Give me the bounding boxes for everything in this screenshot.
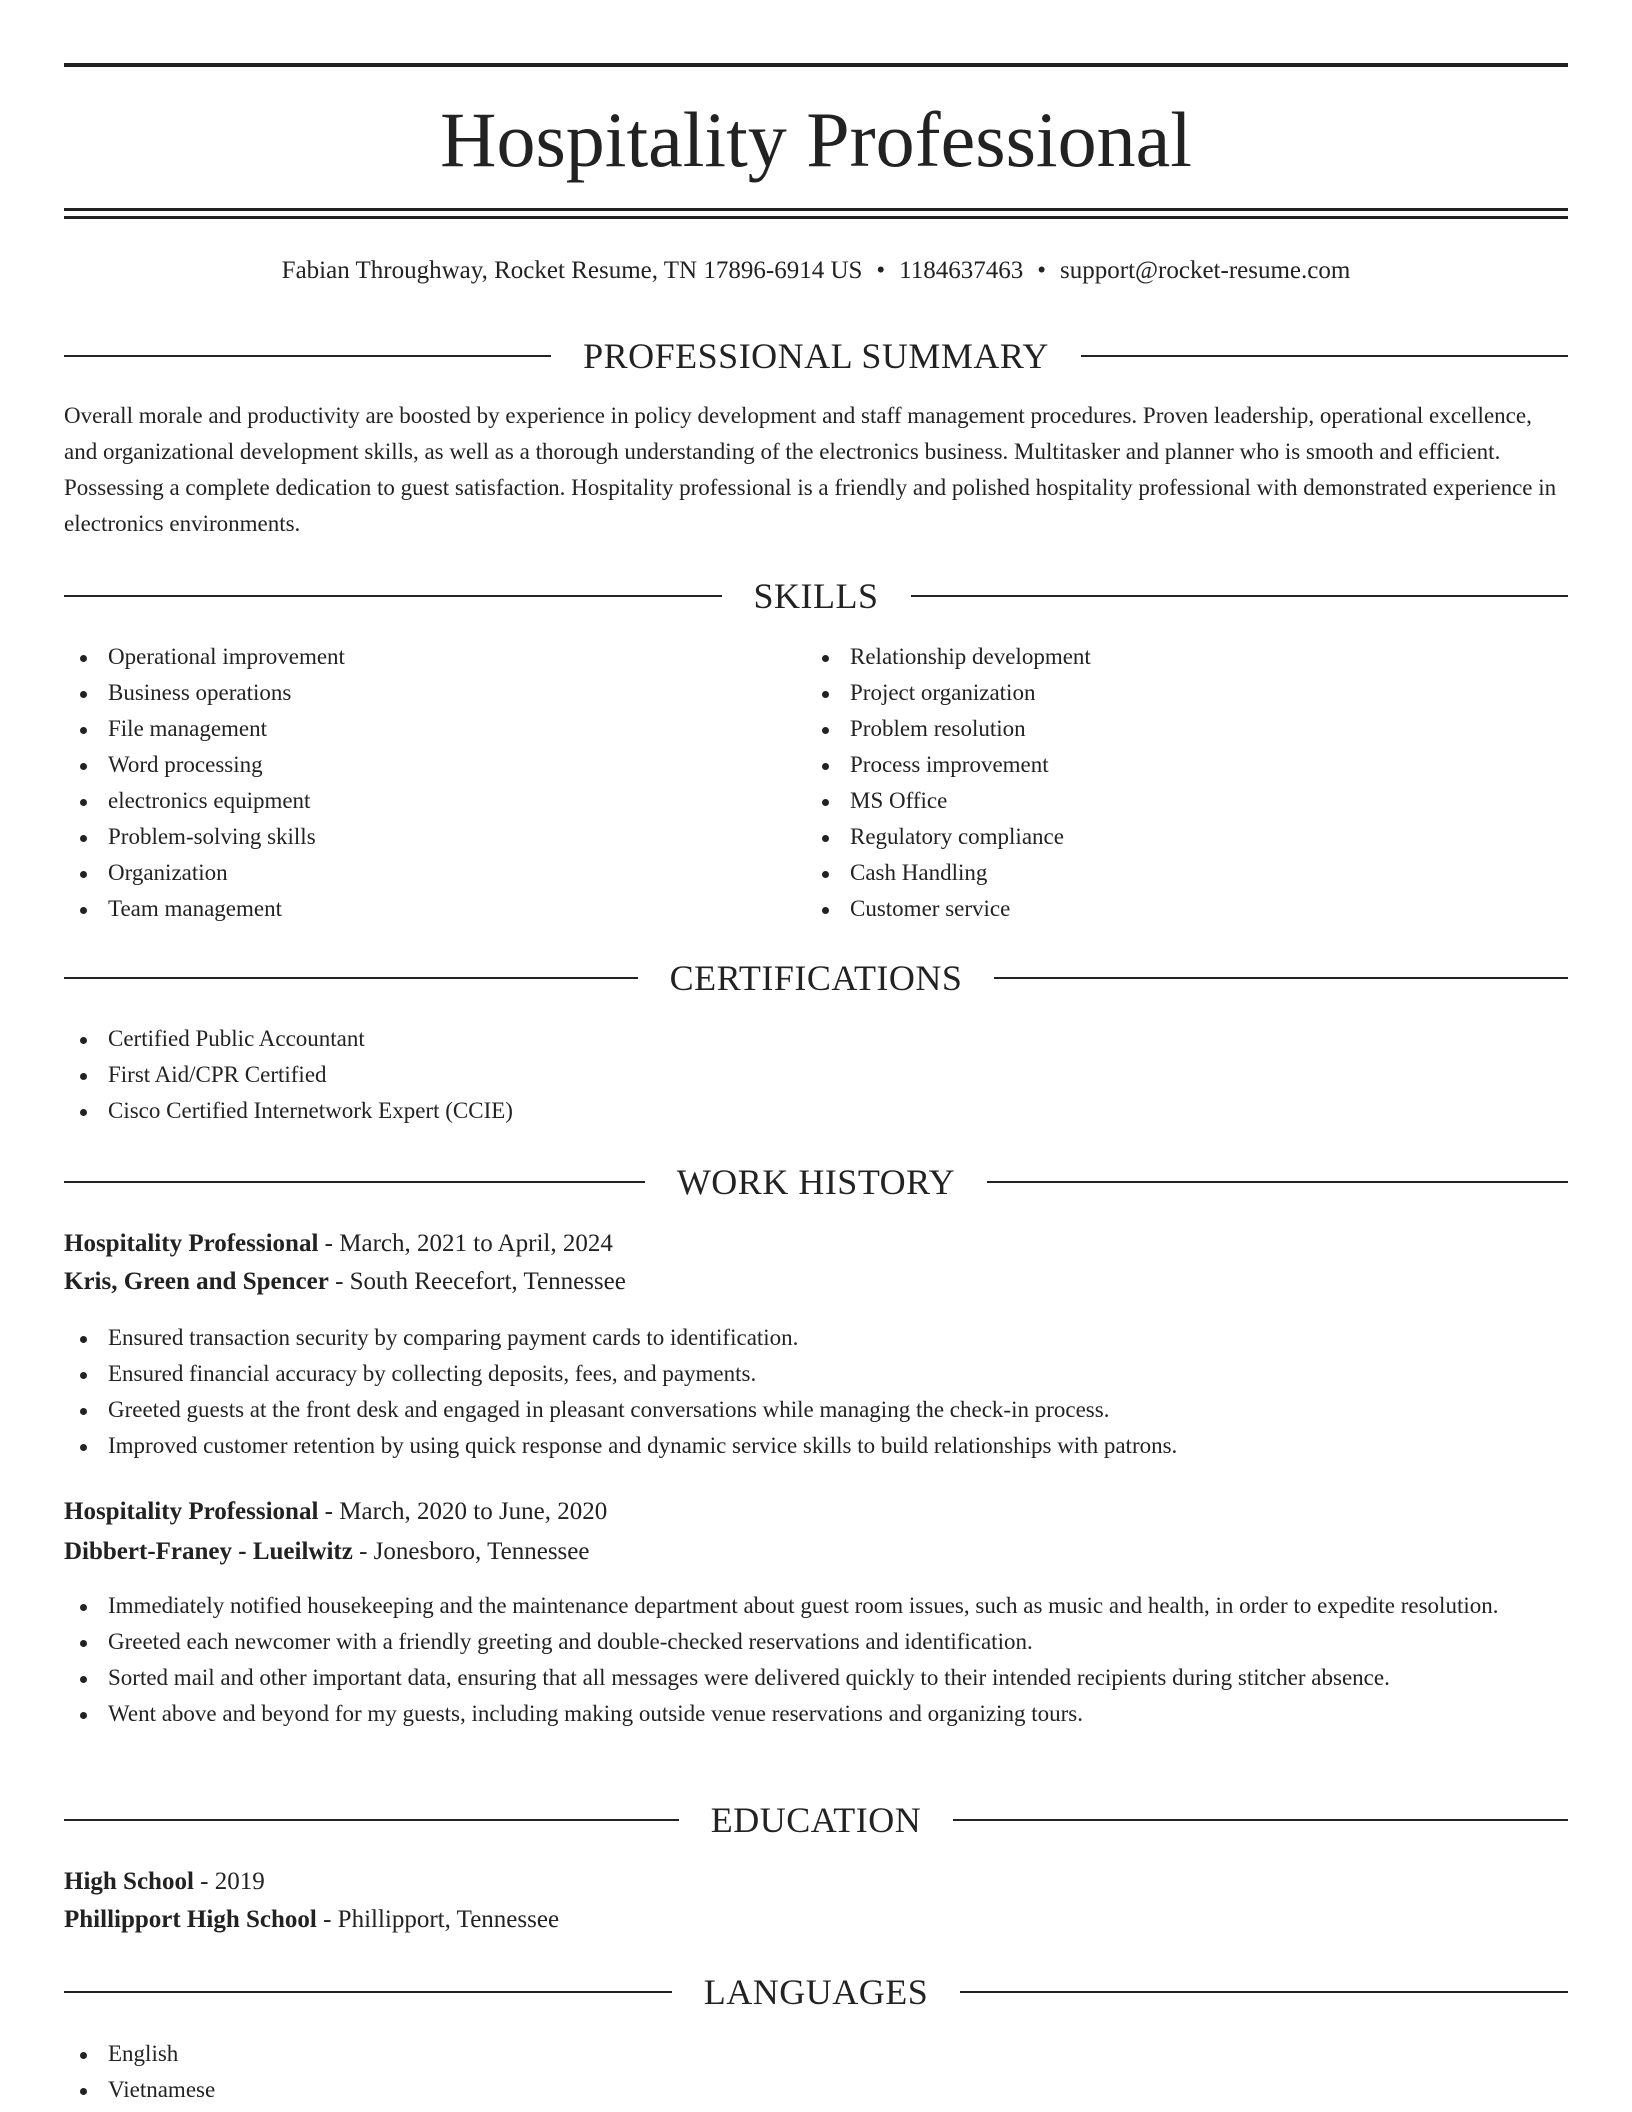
section-title: EDUCATION <box>710 1800 922 1840</box>
contact-line <box>64 254 1568 288</box>
divider-line <box>64 595 722 597</box>
summary-section-heading <box>64 334 1568 378</box>
job-bullet: Ensured financial accuracy by collecting deposits, fees, and payments. <box>64 1356 1568 1392</box>
education-school-line <box>64 1902 1568 1938</box>
job-company-line <box>64 1534 1568 1570</box>
skill-item: Problem resolution <box>806 711 1566 747</box>
skill-item: Word processing <box>64 747 804 783</box>
divider-line <box>960 1991 1568 1993</box>
divider-line <box>953 1819 1568 1821</box>
education-year: - 2019 <box>193 1868 265 1895</box>
section-title: CERTIFICATIONS <box>669 958 963 998</box>
skills-list-left <box>64 639 804 927</box>
education-degree-line <box>64 1864 1568 1900</box>
section-title: SKILLS <box>753 576 879 616</box>
certifications-list <box>64 1021 1568 1129</box>
job-bullet: Went above and beyond for my guests, including making outside venue reservations and organizing tours. <box>64 1696 1568 1732</box>
skill-item: MS Office <box>806 783 1566 819</box>
contact-address: Fabian Throughway, Rocket Resume, TN 17896-6914 US <box>281 257 863 284</box>
divider-line <box>911 595 1569 597</box>
summary-text: Overall morale and productivity are boosted by experience in policy development and staff management procedures. Proven leadership, operational excellence, and organizational development skills, as well as a thorough understanding of the electronics business. Multitasker and planner who is smooth and efficient. Possessing a complete dedication to guest satisfaction. Hospitality professional is a friendly and polished hospitality professional with demonstrated experience in electronics environments. <box>64 403 1557 536</box>
job-dates: - March, 2021 to April, 2024 <box>318 1230 613 1257</box>
divider-line <box>987 1181 1568 1183</box>
skill-item: Operational improvement <box>64 639 804 675</box>
education-location: - Phillipport, Tennessee <box>316 1906 560 1933</box>
section-title: PROFESSIONAL SUMMARY <box>583 336 1049 376</box>
job-bullet: Sorted mail and other important data, ensuring that all messages were delivered quickly to their intended recipients during stitcher absence. <box>64 1660 1568 1696</box>
skill-item: Relationship development <box>806 639 1566 675</box>
section-title: LANGUAGES <box>703 1972 929 2012</box>
divider-line <box>994 977 1568 979</box>
certification-item: Cisco Certified Internetwork Expert (CCIE) <box>64 1093 1568 1129</box>
skill-item: electronics equipment <box>64 783 804 819</box>
job-title: Hospitality Professional <box>64 1498 319 1525</box>
job-company: Kris, Green and Spencer <box>64 1268 329 1295</box>
job-company: Dibbert-Franey - Lueilwitz <box>64 1538 353 1565</box>
job-location: - Jonesboro, Tennessee <box>352 1538 590 1565</box>
job-bullets <box>64 1588 1568 1732</box>
job-company-line <box>64 1264 1568 1300</box>
job-title-line <box>64 1494 1568 1530</box>
skills-list-right <box>806 639 1566 927</box>
job-title-line <box>64 1226 1568 1262</box>
skill-item: Process improvement <box>806 747 1566 783</box>
divider-line <box>1081 355 1568 357</box>
certification-item: Certified Public Accountant <box>64 1021 1568 1057</box>
job-dates: - March, 2020 to June, 2020 <box>318 1498 608 1525</box>
education-school: Phillipport High School <box>64 1906 317 1933</box>
divider-line <box>64 1181 645 1183</box>
contact-separator: • <box>876 257 886 284</box>
divider-line <box>64 977 638 979</box>
certifications-section-heading <box>64 956 1568 1000</box>
languages-list <box>64 2036 1568 2108</box>
skill-item: Problem-solving skills <box>64 819 804 855</box>
language-item: English <box>64 2036 1568 2072</box>
job-title: Hospitality Professional <box>64 1230 319 1257</box>
skill-item: Regulatory compliance <box>806 819 1566 855</box>
certification-item: First Aid/CPR Certified <box>64 1057 1568 1093</box>
skill-item: Business operations <box>64 675 804 711</box>
job-bullet: Ensured transaction security by comparing payment cards to identification. <box>64 1320 1568 1356</box>
divider-line <box>64 355 551 357</box>
education-section-heading <box>64 1798 1568 1842</box>
skill-item: Project organization <box>806 675 1566 711</box>
divider-line <box>64 1819 679 1821</box>
header-bottom-rule-secondary <box>64 216 1568 219</box>
skill-item: Cash Handling <box>806 855 1566 891</box>
header-top-rule <box>64 63 1568 67</box>
skills-section-heading <box>64 574 1568 618</box>
education-degree: High School <box>64 1868 194 1895</box>
header-bottom-rule <box>64 208 1568 211</box>
job-bullet: Greeted each newcomer with a friendly greeting and double-checked reservations and identification. <box>64 1624 1568 1660</box>
candidate-name: Hospitality Professional <box>440 96 1192 183</box>
skill-item: Team management <box>64 891 804 927</box>
divider-line <box>64 1991 672 1993</box>
skill-item: Customer service <box>806 891 1566 927</box>
job-bullet: Greeted guests at the front desk and engaged in pleasant conversations while managing the check-in process. <box>64 1392 1568 1428</box>
job-bullet: Improved customer retention by using quick response and dynamic service skills to build relationships with patrons. <box>64 1428 1568 1464</box>
skill-item: File management <box>64 711 804 747</box>
skill-item: Organization <box>64 855 804 891</box>
section-title: WORK HISTORY <box>676 1162 956 1202</box>
job-bullets <box>64 1320 1568 1464</box>
contact-email[interactable]: support@rocket-resume.com <box>1060 257 1351 284</box>
job-location: - South Reecefort, Tennessee <box>328 1268 626 1295</box>
contact-separator: • <box>1037 257 1047 284</box>
contact-phone: 1184637463 <box>899 257 1024 284</box>
languages-section-heading <box>64 1970 1568 2014</box>
language-item: Vietnamese <box>64 2072 1568 2108</box>
job-bullet: Immediately notified housekeeping and the maintenance department about guest room issues, such as music and health, in order to expedite resolution. <box>64 1588 1568 1624</box>
work-history-section-heading <box>64 1160 1568 1204</box>
